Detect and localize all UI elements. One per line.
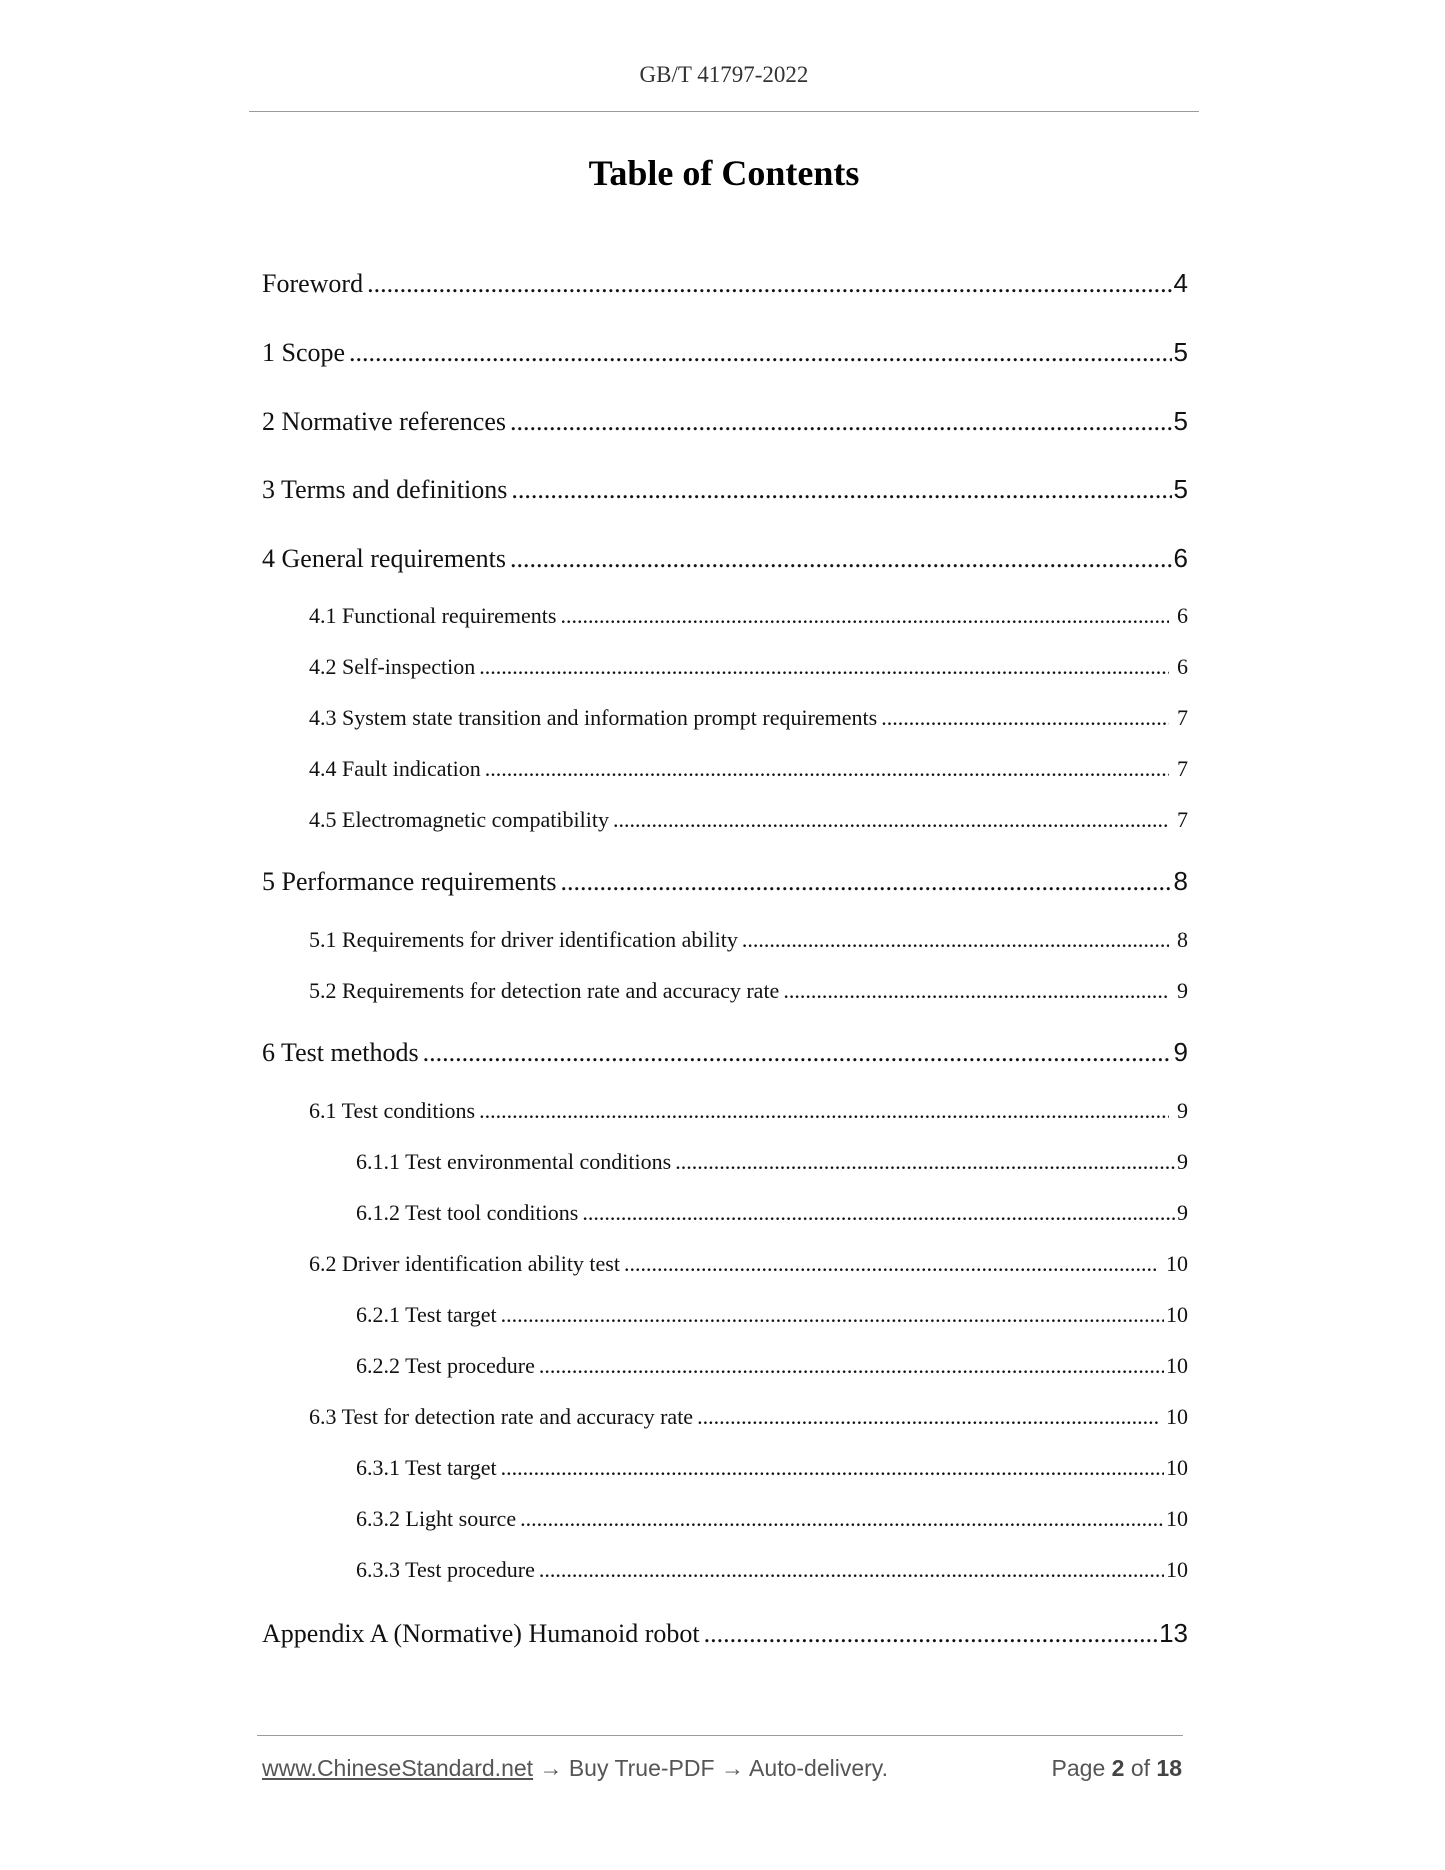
toc-entry[interactable]	[356, 1506, 1188, 1536]
footer-divider	[257, 1735, 1183, 1736]
toc-leader-dots	[510, 544, 1172, 574]
toc-entry[interactable]	[309, 603, 1188, 633]
toc-entry[interactable]	[262, 543, 1188, 577]
toc-leader-dots	[367, 269, 1171, 299]
toc-leader-dots	[479, 1098, 1169, 1124]
toc-entry[interactable]	[356, 1149, 1188, 1179]
website-link[interactable]: www.ChineseStandard.net	[262, 1755, 534, 1781]
toc-entry[interactable]	[262, 268, 1188, 302]
toc-leader-dots	[479, 654, 1169, 680]
toc-entry[interactable]	[309, 756, 1188, 786]
toc-entry-label: 6.2.2 Test procedure	[356, 1353, 535, 1378]
toc-leader-dots	[881, 705, 1169, 731]
toc-entry-label: 6.2.1 Test target	[356, 1302, 497, 1327]
toc-entry-page: 13	[1159, 1618, 1188, 1648]
toc-entry-page: 4	[1173, 268, 1188, 298]
toc-entry-page: 9	[1177, 1149, 1188, 1174]
toc-entry-label: 4.4 Fault indication	[309, 756, 481, 781]
page-total: 18	[1156, 1755, 1182, 1781]
toc-entry-label: 6.3.1 Test target	[356, 1455, 497, 1480]
toc-entry-label: 6.2 Driver identification ability test	[309, 1251, 620, 1276]
toc-entry-page: 7	[1177, 807, 1188, 832]
toc-leader-dots	[783, 978, 1169, 1004]
toc-entry[interactable]	[356, 1557, 1188, 1587]
toc-entry-page: 8	[1173, 866, 1188, 896]
page-title: Table of Contents	[588, 153, 860, 193]
toc-entry-label: 4.5 Electromagnetic compatibility	[309, 807, 609, 832]
toc-entry[interactable]	[356, 1353, 1188, 1383]
page-of: of	[1130, 1755, 1151, 1781]
toc-entry[interactable]	[356, 1455, 1188, 1485]
toc-entry-page: 10	[1166, 1455, 1188, 1480]
page-current: 2	[1111, 1755, 1125, 1781]
toc-entry[interactable]	[309, 1098, 1188, 1128]
toc-entry-page: 9	[1177, 1098, 1188, 1123]
toc-leader-dots	[624, 1251, 1158, 1277]
toc-leader-dots	[511, 475, 1171, 505]
toc-entry[interactable]	[356, 1302, 1188, 1332]
toc-entry-label: 5.1 Requirements for driver identification ability	[309, 927, 738, 952]
toc-entry-label: 6.1.1 Test environmental conditions	[356, 1149, 672, 1174]
toc-leader-dots	[697, 1404, 1158, 1430]
toc-entry-page: 9	[1177, 978, 1188, 1003]
toc-entry-page: 10	[1166, 1557, 1188, 1582]
toc-entry-page: 10	[1166, 1506, 1188, 1531]
page-word: Page	[1051, 1755, 1106, 1781]
toc-entry-page: 6	[1173, 543, 1188, 573]
toc-entry-label: 6.3 Test for detection rate and accuracy rate	[309, 1404, 694, 1429]
toc-entry[interactable]	[309, 1251, 1188, 1281]
toc-entry-label: 1 Scope	[262, 338, 346, 367]
toc-entry[interactable]	[309, 978, 1188, 1008]
toc-entry[interactable]	[309, 927, 1188, 957]
toc-entry-page: 10	[1166, 1353, 1188, 1378]
toc-entry-page: 10	[1166, 1251, 1188, 1276]
toc-leader-dots	[501, 1455, 1164, 1481]
toc-leader-dots	[613, 807, 1169, 833]
toc-entry-page: 5	[1173, 337, 1188, 367]
toc-leader-dots	[510, 407, 1172, 437]
toc-entry-label: 6.3.3 Test procedure	[356, 1557, 535, 1582]
toc-entry-label: 2 Normative references	[262, 407, 506, 436]
document-id-header: GB/T 41797-2022	[639, 62, 809, 87]
toc-entry-page: 5	[1173, 406, 1188, 436]
toc-entry-page: 5	[1173, 474, 1188, 504]
toc-leader-dots	[560, 603, 1169, 629]
toc-leader-dots	[539, 1353, 1164, 1379]
toc-entry-page: 10	[1166, 1404, 1188, 1429]
toc-entry[interactable]	[309, 807, 1188, 837]
toc-entry[interactable]	[309, 1404, 1188, 1434]
toc-leader-dots	[520, 1506, 1164, 1532]
toc-entry-label: 4.3 System state transition and information prompt requirements	[309, 705, 878, 730]
toc-entry-label: 6.1.2 Test tool conditions	[356, 1200, 579, 1225]
toc-leader-dots	[704, 1619, 1157, 1649]
toc-entry-page: 6	[1177, 654, 1188, 679]
toc-entry-label: 5 Performance requirements	[262, 867, 557, 896]
toc-entry[interactable]	[309, 654, 1188, 684]
toc-leader-dots	[349, 338, 1171, 368]
toc-leader-dots	[501, 1302, 1164, 1328]
toc-leader-dots	[423, 1038, 1172, 1068]
toc-entry-label: 6.1 Test conditions	[309, 1098, 476, 1123]
toc-entry[interactable]	[262, 1037, 1188, 1071]
toc-leader-dots	[539, 1557, 1164, 1583]
toc-entry-label: 6.3.2 Light source	[356, 1506, 517, 1531]
page-number	[1052, 1755, 1182, 1782]
toc-leader-dots	[561, 867, 1172, 897]
toc-entry[interactable]	[262, 337, 1188, 371]
toc-entry[interactable]	[262, 866, 1188, 900]
toc-entry-page: 8	[1177, 927, 1188, 952]
toc-entry[interactable]	[262, 1618, 1188, 1652]
toc-leader-dots	[485, 756, 1169, 782]
toc-entry-page: 6	[1177, 603, 1188, 628]
toc-entry-label: 4.1 Functional requirements	[309, 603, 557, 628]
toc-entry[interactable]	[262, 474, 1188, 508]
toc-entry-label: 4 General requirements	[262, 544, 507, 573]
toc-entry-page: 7	[1177, 756, 1188, 781]
toc-entry-label: Foreword	[262, 269, 364, 298]
toc-entry-label: 4.2 Self-inspection	[309, 654, 476, 679]
toc-entry-page: 9	[1177, 1200, 1188, 1225]
toc-entry-label: 3 Terms and definitions	[262, 475, 508, 504]
toc-entry-label: 5.2 Requirements for detection rate and accuracy rate	[309, 978, 780, 1003]
toc-entry-label: Appendix A (Normative) Humanoid robot	[262, 1619, 700, 1648]
toc-leader-dots	[675, 1149, 1175, 1175]
toc-entry[interactable]	[309, 705, 1188, 735]
toc-entry-label: 6 Test methods	[262, 1038, 419, 1067]
toc-entry[interactable]	[262, 406, 1188, 440]
promo-text: → Buy True-PDF → Auto-delivery.	[539, 1755, 888, 1781]
toc-leader-dots	[582, 1200, 1175, 1226]
toc-entry-page: 7	[1177, 705, 1188, 730]
toc-leader-dots	[742, 927, 1169, 953]
toc-entry[interactable]	[356, 1200, 1188, 1230]
toc-entry-page: 10	[1166, 1302, 1188, 1327]
toc-entry-page: 9	[1173, 1037, 1188, 1067]
